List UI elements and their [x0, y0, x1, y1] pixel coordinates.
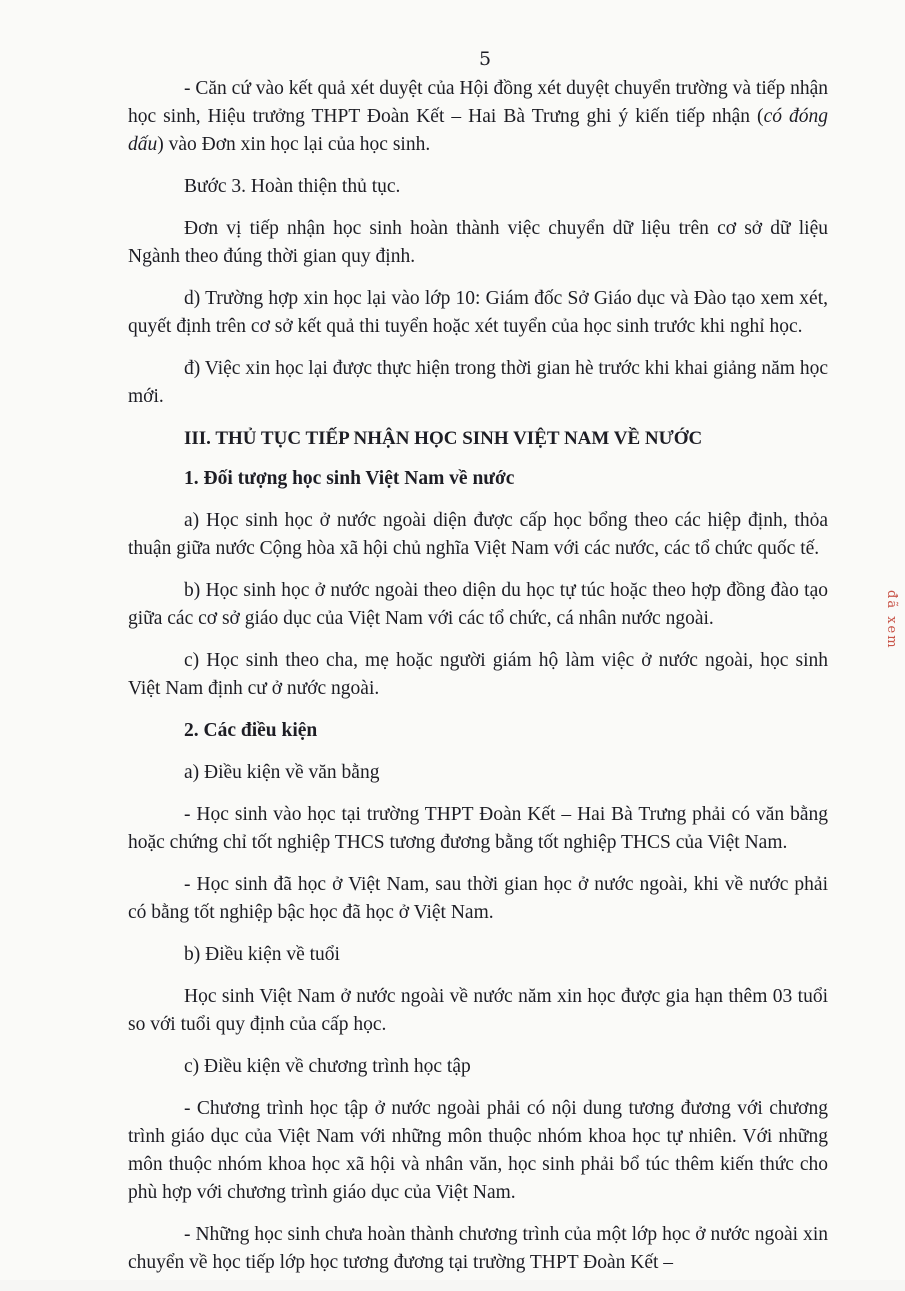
paragraph: - Căn cứ vào kết quả xét duyệt của Hội đồng xét duyệt chuyển trường và tiếp nhận học sinh, Hiệu trưởng THPT Đoàn Kết – Hai Bà Trưng ghi ý kiến tiếp nhận (có đóng dấu) vào Đơn xin học lại của học sinh.: [128, 78, 828, 155]
paragraph: c) Học sinh theo cha, mẹ hoặc người giám hộ làm việc ở nước ngoài, học sinh Việt Nam định cư ở nước ngoài.: [128, 650, 828, 699]
page-number: 5: [478, 48, 492, 70]
paragraph: - Những học sinh chưa hoàn thành chương trình của một lớp học ở nước ngoài xin chuyển về học tiếp lớp học tương đương tại trường THPT Đoàn Kết –: [128, 1224, 828, 1273]
paragraph: b) Học sinh học ở nước ngoài theo diện du học tự túc hoặc theo hợp đồng đào tạo giữa các cơ sở giáo dục của Việt Nam với các tổ chức, cá nhân nước ngoài.: [128, 580, 828, 629]
paragraph: Học sinh Việt Nam ở nước ngoài về nước năm xin học được gia hạn thêm 03 tuổi so với tuổi quy định của cấp học.: [128, 986, 828, 1035]
paragraph: a) Học sinh học ở nước ngoài diện được cấp học bổng theo các hiệp định, thỏa thuận giữa nước Cộng hòa xã hội chủ nghĩa Việt Nam với các nước, các tổ chức quốc tế.: [128, 510, 828, 559]
paragraph: - Học sinh đã học ở Việt Nam, sau thời gian học ở nước ngoài, khi về nước phải có bằng tốt nghiệp bậc học đã học ở Việt Nam.: [128, 874, 828, 923]
paragraph: d) Trường hợp xin học lại vào lớp 10: Giám đốc Sở Giáo dục và Đào tạo xem xét, quyết định trên cơ sở kết quả thi tuyển hoặc xét tuyển của học sinh trước khi nghỉ học.: [128, 288, 828, 337]
document-body: [128, 75, 828, 1291]
paragraph: Bước 3. Hoàn thiện thủ tục.: [184, 176, 401, 197]
paragraph: a) Điều kiện về văn bằng: [184, 762, 380, 783]
paragraph: đ) Việc xin học lại được thực hiện trong thời gian hè trước khi khai giảng năm học mới.: [128, 358, 828, 407]
subsection-heading: 2. Các điều kiện: [184, 720, 318, 741]
paragraph: Đơn vị tiếp nhận học sinh hoàn thành việc chuyển dữ liệu trên cơ sở dữ liệu Ngành theo đúng thời gian quy định.: [128, 218, 828, 267]
paragraph: b) Điều kiện về tuổi: [184, 944, 340, 965]
section-title: III. THỦ TỤC TIẾP NHẬN HỌC SINH VIỆT NAM VỀ NƯỚC: [184, 428, 703, 449]
handwritten-margin-note: đã xem: [884, 590, 899, 650]
subsection-heading: 1. Đối tượng học sinh Việt Nam về nước: [184, 468, 515, 489]
paragraph: - Chương trình học tập ở nước ngoài phải có nội dung tương đương với chương trình giáo dục của Việt Nam với những môn thuộc nhóm khoa học tự nhiên. Với những môn thuộc nhóm khoa học xã hội và nhân văn, học sinh phải bổ túc thêm kiến thức cho phù hợp với chương trình giáo dục của Việt Nam.: [128, 1098, 828, 1203]
italic-note: có đóng dấu: [128, 106, 828, 155]
paragraph: - Học sinh vào học tại trường THPT Đoàn Kết – Hai Bà Trưng phải có văn bằng hoặc chứng chỉ tốt nghiệp THCS tương đương bằng tốt nghiệp THCS của Việt Nam.: [128, 804, 828, 853]
paragraph: c) Điều kiện về chương trình học tập: [184, 1056, 471, 1077]
